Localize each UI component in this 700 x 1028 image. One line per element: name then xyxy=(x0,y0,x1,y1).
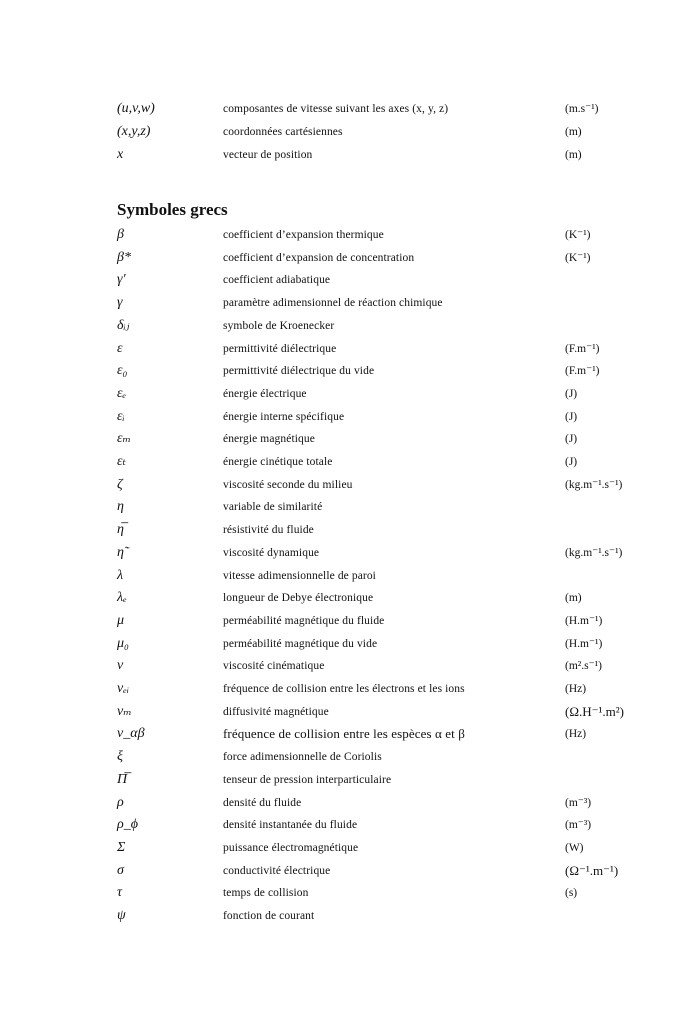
symbol: Π̅ xyxy=(117,771,128,787)
description: fréquence de collision entre les espèces α et β xyxy=(223,726,465,742)
description: diffusivité magnétique xyxy=(223,705,329,718)
symbol: ζ xyxy=(117,476,123,492)
unit: (H.m⁻¹) xyxy=(565,614,603,627)
symbol: (x,y,z) xyxy=(117,124,151,139)
symbol-row xyxy=(0,587,700,609)
description: conductivité électrique xyxy=(223,864,331,877)
description: énergie cinétique totale xyxy=(223,456,333,468)
symbol: σ xyxy=(117,862,124,878)
symbol-row xyxy=(0,292,700,314)
symbol-row xyxy=(0,542,700,564)
description: viscosité cinématique xyxy=(223,660,325,673)
symbol: ρ_ϕ xyxy=(117,817,138,833)
description: vitesse adimensionnelle de paroi xyxy=(223,569,376,582)
description: fréquence de collision entre les électrons et les ions xyxy=(223,683,465,695)
symbol-row xyxy=(0,474,700,496)
symbol-row xyxy=(0,678,700,700)
description: fonction de courant xyxy=(223,910,315,922)
symbol: ρ xyxy=(117,794,124,810)
symbol-row xyxy=(0,360,700,382)
unit: (Hz) xyxy=(565,728,587,741)
symbol: λ xyxy=(117,567,124,583)
symbol-row xyxy=(0,269,700,291)
symbol-row xyxy=(0,860,700,882)
symbol: β* xyxy=(117,249,131,265)
symbol: ε xyxy=(117,340,123,356)
unit: (F.m⁻¹) xyxy=(565,342,600,355)
symbol: εₑ xyxy=(117,385,127,401)
symbol: (u,v,w) xyxy=(117,101,155,116)
symbol: ξ xyxy=(117,749,123,765)
description: résistivité du fluide xyxy=(223,524,314,537)
unit: (Hz) xyxy=(565,683,587,695)
symbol-row xyxy=(0,633,700,655)
unit: (Ω.H⁻¹.m²) xyxy=(565,703,624,719)
description: viscosité seconde du milieu xyxy=(223,478,353,491)
symbol-row xyxy=(0,882,700,904)
symbol-row xyxy=(0,338,700,360)
description: symbole de Kroenecker xyxy=(223,319,335,332)
symbol: x⃗ xyxy=(117,147,135,162)
unit: (K⁻¹) xyxy=(565,251,591,264)
unit: (m) xyxy=(565,592,582,605)
description: vecteur de position xyxy=(223,149,313,161)
symbol-row xyxy=(0,769,700,791)
symbol: εₘ xyxy=(117,431,132,447)
description: tenseur de pression interparticulaire xyxy=(223,773,392,786)
symbol-row-xyz xyxy=(0,121,700,143)
description: permittivité diélectrique xyxy=(223,342,337,355)
description: perméabilité magnétique du vide xyxy=(223,637,378,650)
symbol: γ′ xyxy=(117,272,126,288)
symbol-row xyxy=(0,383,700,405)
unit: (kg.m⁻¹.s⁻¹) xyxy=(565,546,623,559)
symbol: μ₀ xyxy=(117,635,129,651)
description: énergie électrique xyxy=(223,387,307,400)
symbol: η xyxy=(117,499,124,515)
symbol-row xyxy=(0,224,700,246)
description: coordonnées cartésiennes xyxy=(223,126,343,138)
symbol: εᵢ xyxy=(117,408,125,424)
description: puissance électromagnétique xyxy=(223,841,359,854)
description: perméabilité magnétique du fluide xyxy=(223,614,385,627)
description: permittivité diélectrique du vide xyxy=(223,365,375,378)
description: variable de similarité xyxy=(223,501,323,514)
symbol-row xyxy=(0,519,700,541)
unit: (s) xyxy=(565,887,578,900)
symbol: ν xyxy=(117,658,124,674)
symbol-row xyxy=(0,406,700,428)
symbol-row xyxy=(0,496,700,518)
section-heading-greek-symbols: Symboles grecs xyxy=(117,200,228,219)
unit: (J) xyxy=(565,456,578,468)
symbol-row xyxy=(0,792,700,814)
symbol-row xyxy=(0,837,700,859)
symbol-row xyxy=(0,247,700,269)
unit: (m) xyxy=(565,149,582,161)
symbol-row xyxy=(0,746,700,768)
symbol: η̅ xyxy=(117,522,124,538)
description: densité du fluide xyxy=(223,796,302,809)
unit: (J) xyxy=(565,433,578,446)
symbol-row-uvw xyxy=(0,98,700,120)
symbol: τ xyxy=(117,885,123,901)
unit: (m⁻³) xyxy=(565,796,592,809)
symbol-row xyxy=(0,565,700,587)
unit: (Ω⁻¹.m⁻¹) xyxy=(565,862,619,878)
description: coefficient adiabatique xyxy=(223,274,331,287)
unit: (W) xyxy=(565,841,584,854)
symbol-row xyxy=(0,610,700,632)
symbol: ν_αβ xyxy=(117,726,145,742)
symbol: εₜ xyxy=(117,454,126,469)
description: temps de collision xyxy=(223,887,309,900)
description: viscosité dynamique xyxy=(223,546,320,559)
symbol-row xyxy=(0,814,700,836)
unit: (K⁻¹) xyxy=(565,229,591,241)
symbol: νₑᵢ xyxy=(117,681,130,696)
unit: (m².s⁻¹) xyxy=(565,660,602,673)
symbol-row xyxy=(0,723,700,745)
unit: (m) xyxy=(565,126,582,138)
symbol-row xyxy=(0,655,700,677)
symbol-row xyxy=(0,428,700,450)
symbol: Σ xyxy=(117,839,126,855)
description: composantes de vitesse suivant les axes (x, y, z) xyxy=(223,103,449,115)
symbol: γ xyxy=(117,295,123,311)
symbol: ψ xyxy=(117,908,126,923)
symbol-row-position xyxy=(0,144,700,166)
symbol-row xyxy=(0,315,700,337)
unit: (m⁻³) xyxy=(565,819,592,832)
unit: (kg.m⁻¹.s⁻¹) xyxy=(565,478,623,491)
symbol-row xyxy=(0,905,700,927)
description: énergie interne spécifique xyxy=(223,410,345,423)
symbol: δᵢⱼ xyxy=(117,317,130,333)
unit: (F.m⁻¹) xyxy=(565,365,600,378)
description: force adimensionnelle de Coriolis xyxy=(223,751,382,764)
symbol: λₑ xyxy=(117,590,127,606)
symbol-row xyxy=(0,701,700,723)
symbol: η̃ xyxy=(117,544,124,560)
symbol: ε₀ xyxy=(117,363,128,379)
description: densité instantanée du fluide xyxy=(223,819,358,832)
unit: (J) xyxy=(565,387,578,400)
symbol: β xyxy=(117,227,124,242)
symbol-row xyxy=(0,451,700,473)
description: longueur de Debye électronique xyxy=(223,592,374,605)
description: paramètre adimensionnel de réaction chimique xyxy=(223,297,443,310)
symbol: νₘ xyxy=(117,703,132,719)
description: coefficient d’expansion de concentration xyxy=(223,251,415,264)
description: coefficient d’expansion thermique xyxy=(223,229,384,241)
unit: (H.m⁻¹) xyxy=(565,637,603,650)
unit: (m.s⁻¹) xyxy=(565,103,599,115)
description: énergie magnétique xyxy=(223,433,315,446)
symbol: μ xyxy=(117,612,125,628)
unit: (J) xyxy=(565,410,578,423)
